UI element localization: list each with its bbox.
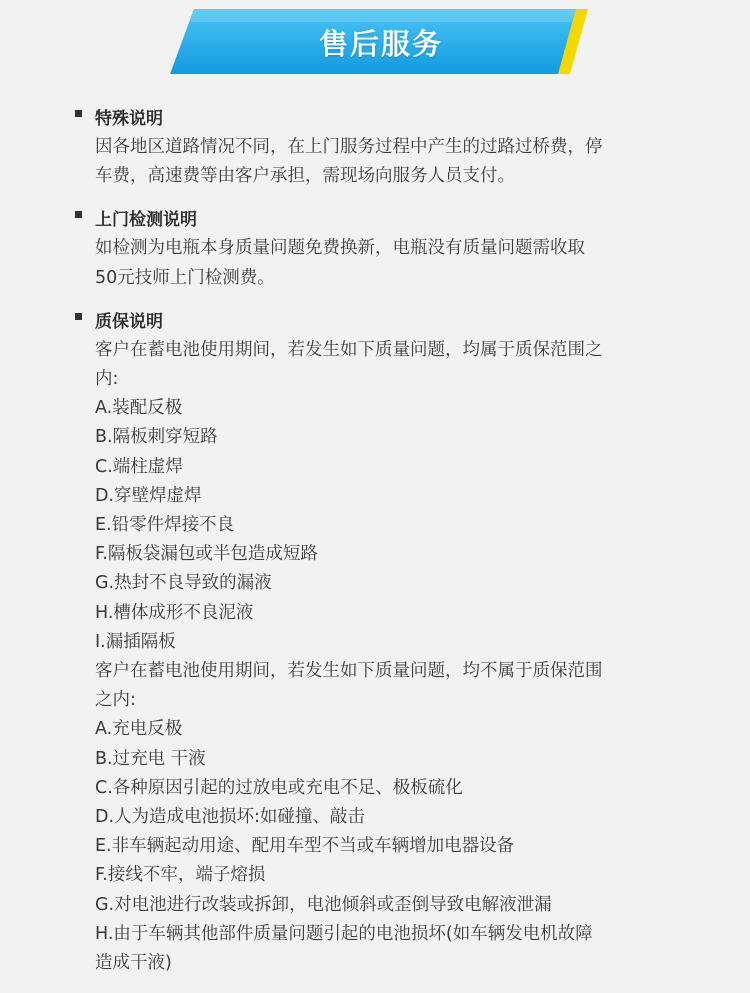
- section-header: [75, 301, 695, 336]
- text-line: 客户在蓄电池使用期间，若发生如下质量问题，均属于质保范围之: [95, 339, 603, 360]
- text-line: 车费，高速费等由客户承担，需现场向服务人员支付。: [95, 166, 515, 187]
- list-item: I.漏插隔板: [95, 631, 176, 652]
- list-item: C.各种原因引起的过放电或充电不足、极板硫化: [95, 777, 463, 798]
- square-bullet-icon: [75, 313, 82, 320]
- list-item: F.隔板袋漏包或半包造成短路: [95, 544, 318, 565]
- section-header: [75, 199, 695, 234]
- list-item: 造成干液): [95, 953, 172, 974]
- section-body: [75, 234, 695, 292]
- list-item: H.由于车辆其他部件质量问题引起的电池损坏(如车辆发电机故障: [95, 923, 593, 944]
- section-warranty: [75, 301, 695, 978]
- banner-highlight: [190, 9, 576, 22]
- list-item: D.穿壁焊虚焊: [95, 485, 202, 506]
- text-line: 客户在蓄电池使用期间，若发生如下质量问题，均不属于质保范围: [95, 661, 603, 682]
- list-item: H.槽体成形不良泥液: [95, 602, 254, 623]
- list-item: F.接线不牢，端子熔损: [95, 865, 266, 886]
- section-onsite-inspection: [75, 199, 695, 292]
- list-item: E.非车辆起动用途、配用车型不当或车辆增加电器设备: [95, 836, 515, 857]
- list-item: B.过充电 干液: [95, 748, 206, 769]
- list-item: D.人为造成电池损坏:如碰撞、敲击: [95, 807, 365, 828]
- content-area: [75, 98, 695, 986]
- section-title: 质保说明: [95, 311, 163, 332]
- list-item: G.对电池进行改装或拆卸，电池倾斜或歪倒导致电解液泄漏: [95, 894, 552, 915]
- list-item: B.隔板刺穿短路: [95, 427, 218, 448]
- section-title: 特殊说明: [95, 109, 163, 129]
- section-header: [75, 98, 695, 133]
- page-title: 售后服务: [318, 27, 443, 61]
- list-item: E.铅零件焊接不良: [95, 515, 235, 536]
- list-item: A.装配反极: [95, 398, 183, 419]
- text-line: 内:: [95, 369, 119, 390]
- text-line: 因各地区道路情况不同，在上门服务过程中产生的过路过桥费，停: [95, 137, 603, 157]
- section-body: [75, 336, 695, 978]
- text-line: 之内:: [95, 690, 136, 711]
- list-item: G.热封不良导致的漏液: [95, 573, 272, 594]
- square-bullet-icon: [75, 211, 82, 218]
- header-banner: [0, 0, 750, 80]
- section-special-notes: [75, 98, 695, 191]
- text-line: 如检测为电瓶本身质量问题免费换新，电瓶没有质量问题需收取: [95, 238, 585, 259]
- section-title: 上门检测说明: [95, 210, 197, 231]
- list-item: C.端柱虚焊: [95, 456, 183, 477]
- text-line: 50元技师上门检测费。: [95, 267, 275, 288]
- list-item: A.充电反极: [95, 719, 183, 740]
- section-body: [75, 133, 695, 191]
- square-bullet-icon: [75, 110, 82, 117]
